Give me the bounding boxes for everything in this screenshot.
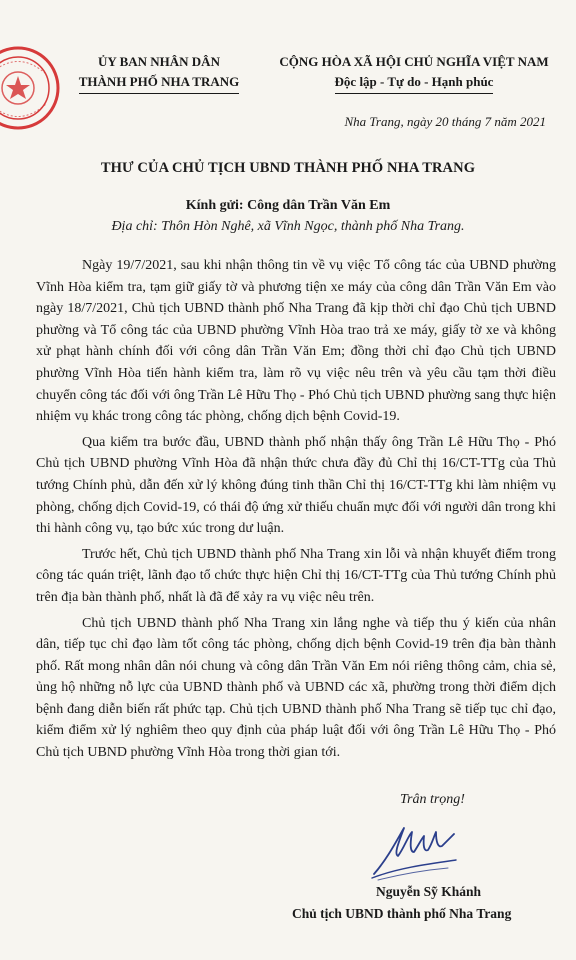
handwritten-signature-icon <box>368 818 458 882</box>
body-paragraph-1: Ngày 19/7/2021, sau khi nhận thông tin về vụ việc Tổ công tác của UBND phường Vĩnh Hòa kiểm tra, tạm giữ giấy tờ và phương tiện xe máy của công dân Trần Văn Em vào ngày 18/7/2021, Chủ tịch UBND thành phố Nha Trang đã kịp thời chỉ đạo Chủ tịch UBND phường và Tổ công tác của UBND phường Vĩnh Hòa trao trả xe máy, giấy tờ xe và không xử phạt hành chính đối với công dân Trần Văn Em; đồng thời chỉ đạo Chủ tịch UBND phường Vĩnh Hòa tiến hành kiểm tra, làm rõ vụ việc nêu trên và yêu cầu tạm thời điều chuyển công tác đối với ông Trần Lê Hữu Thọ - Phó Chủ tịch UBND phường sang thực hiện nhiệm vụ khác trong công tác phòng, chống dịch bệnh Covid-19. <box>36 258 556 425</box>
recipient-address: Địa chỉ: Thôn Hòn Nghê, xã Vĩnh Ngọc, thành phố Nha Trang. <box>111 219 465 234</box>
red-official-seal-icon <box>0 44 62 132</box>
national-motto-header <box>264 52 564 94</box>
body-paragraph-3: Trước hết, Chủ tịch UBND thành phố Nha Trang xin lỗi và nhận khuyết điểm trong công tác quán triệt, lãnh đạo tổ chức thực hiện Chỉ thị 16/CT-TTg của Thủ tướng Chính phủ trên địa bàn thành phố, nhất là đã để xảy ra vụ việc nêu trên. <box>36 546 556 605</box>
agency-line-2: THÀNH PHỐ NHA TRANG <box>79 72 239 94</box>
letter-title: THƯ CỦA CHỦ TỊCH UBND THÀNH PHỐ NHA TRANG <box>100 160 476 176</box>
letter-date: Nha Trang, ngày 20 tháng 7 năm 2021 <box>344 114 546 129</box>
letter-body <box>36 255 556 768</box>
signer-title: Chủ tịch UBND thành phố Nha Trang <box>292 906 512 921</box>
body-paragraph-2: Qua kiểm tra bước đầu, UBND thành phố nhận thấy ông Trần Lê Hữu Thọ - Phó Chủ tịch UBND phường Vĩnh Hòa đã nhận thức chưa đầy đủ Chỉ thị 16/CT-TTg của Thủ tướng Chính phủ, dẫn đến xử lý không đúng tinh thần Chỉ thị 16/CT-TTg khi làm nhiệm vụ phòng, chống dịch Covid-19, có thái độ ứng xử thiếu chuẩn mực đối với người dân trong khi thi hành công vụ, tạo bức xúc trong dư luận. <box>36 434 556 537</box>
body-paragraph-4: Chủ tịch UBND thành phố Nha Trang xin lắng nghe và tiếp thu ý kiến của nhân dân, tiếp tục chỉ đạo làm tốt công tác phòng, chống dịch bệnh Covid-19 trên địa bàn thành phố. Rất mong nhân dân nói chung và công dân Trần Văn Em nói riêng thông cảm, chia sẻ, ủng hộ những nỗ lực của UBND thành phố và UBND các xã, phường trong thời điểm dịch bệnh đang diễn biến rất phức tạp. Chủ tịch UBND thành phố Nha Trang sẽ tiếp tục chỉ đạo, kiểm điểm xử lý nghiêm theo quy định của pháp luật đối với ông Trần Lê Hữu Thọ - Phó Chủ tịch UBND phường Vĩnh Hòa trong thời gian tới. <box>36 615 556 761</box>
national-motto: Độc lập - Tự do - Hạnh phúc <box>335 72 494 94</box>
issuing-agency-header <box>64 52 254 94</box>
closing-greeting: Trân trọng! <box>400 792 465 807</box>
signer-name: Nguyễn Sỹ Khánh <box>376 884 482 899</box>
nation-name: CỘNG HÒA XÃ HỘI CHỦ NGHĨA VIỆT NAM <box>279 54 549 69</box>
letter-recipient: Kính gửi: Công dân Trần Văn Em <box>185 198 391 213</box>
agency-line-1: ỦY BAN NHÂN DÂN <box>98 54 220 69</box>
